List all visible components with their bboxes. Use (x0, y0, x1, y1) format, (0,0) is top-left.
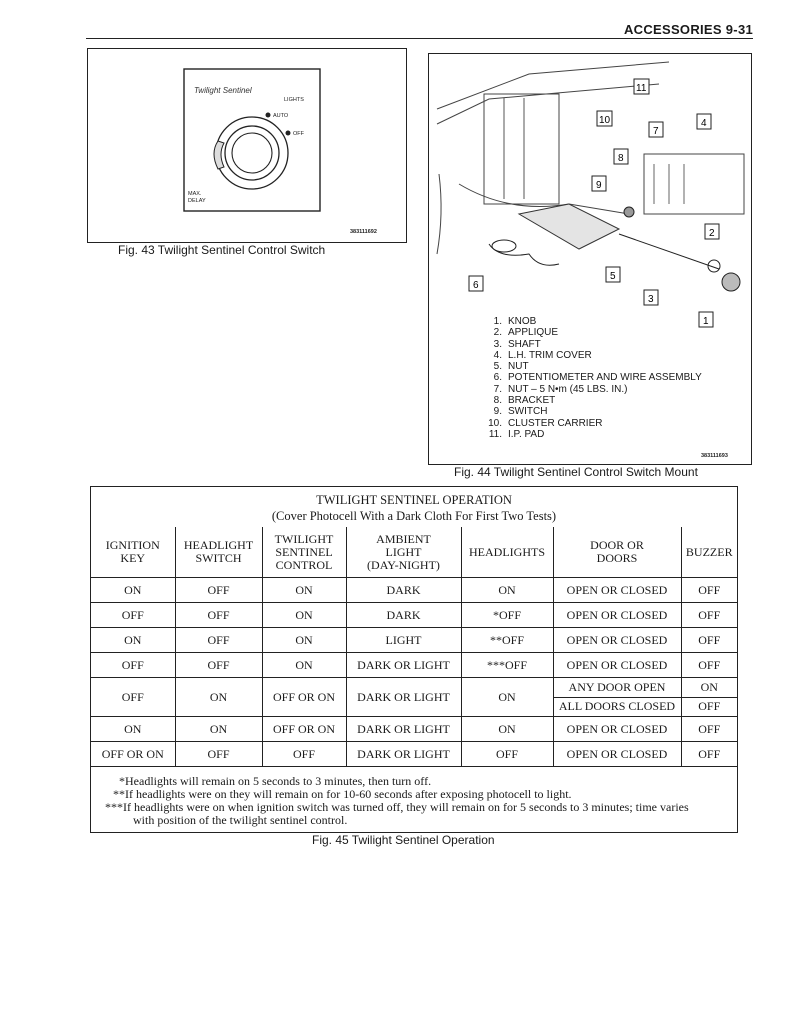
header-doors: DOOR OR DOORS (553, 527, 681, 578)
table-row (91, 717, 737, 742)
table-cell: DARK OR LIGHT (346, 653, 461, 678)
fig44-callout: 2 (709, 228, 715, 239)
table-header-row (91, 527, 737, 578)
table-title: TWILIGHT SENTINEL OPERATION (316, 493, 512, 507)
table-cell: OFF (461, 742, 553, 767)
legend-item: 3. SHAFT (493, 338, 541, 350)
header-ambient-light: AMBIENT LIGHT (DAY-NIGHT) (346, 527, 461, 578)
fig43-logo-text: Twilight Sentinel (194, 86, 252, 95)
table-row (91, 678, 737, 717)
table-row (91, 603, 737, 628)
table-cell: OFF (681, 717, 737, 742)
fig43-label-delay: DELAY (188, 198, 206, 204)
table-cell: OFF (681, 628, 737, 653)
header-rule (86, 38, 753, 39)
table-cell: ON (91, 628, 175, 653)
header-headlight-switch: HEADLIGHT SWITCH (175, 527, 262, 578)
table-cell: ON (262, 578, 346, 603)
page-header: ACCESSORIES 9-31 (623, 22, 753, 37)
legend-item: 8. BRACKET (493, 395, 556, 407)
table-cell: OFF OR ON (262, 678, 346, 717)
legend-item: 9. SWITCH (493, 406, 548, 418)
table-cell: OFF (175, 742, 262, 767)
table-row (91, 628, 737, 653)
table-cell: OFF (175, 628, 262, 653)
table-cell: OFF (91, 653, 175, 678)
table-cell: DARK OR LIGHT (346, 742, 461, 767)
table-row (91, 653, 737, 678)
table-cell: OFF (681, 742, 737, 767)
fig44-callout: 6 (473, 280, 479, 291)
fig44-callout: 11 (636, 83, 647, 94)
fig44-callout: 9 (596, 180, 602, 191)
table-row (91, 742, 737, 767)
fig44-code: 383111693 (701, 453, 728, 459)
legend-item: 2. APPLIQUE (493, 327, 559, 339)
operation-table (91, 527, 737, 767)
table-cell: ON (91, 578, 175, 603)
fig44-caption: Fig. 44 Twilight Sentinel Control Switch Mount (454, 465, 698, 479)
table-cell: DARK (346, 578, 461, 603)
table-cell: ***OFF (461, 653, 553, 678)
fig45-caption: Fig. 45 Twilight Sentinel Operation (312, 833, 495, 847)
table-cell: ON (175, 678, 262, 717)
fig43-code: 383111692 (350, 229, 377, 235)
table-cell: DARK (346, 603, 461, 628)
table-cell: DARK OR LIGHT (346, 678, 461, 717)
table-cell: OFF (175, 578, 262, 603)
table-cell: OFF (91, 603, 175, 628)
table-notes (91, 775, 737, 827)
table-subcell: ON (682, 678, 738, 698)
table-cell: DARK OR LIGHT (346, 717, 461, 742)
fig43-label-max: MAX. (188, 191, 202, 197)
table-cell: ON (461, 717, 553, 742)
table-cell: OPEN OR CLOSED (553, 578, 681, 603)
table-cell: OFF (175, 653, 262, 678)
table-cell: **OFF (461, 628, 553, 653)
table-cell: LIGHT (346, 628, 461, 653)
fig44-callout: 5 (610, 271, 616, 282)
table-cell-split (681, 678, 737, 717)
table-cell-split (553, 678, 681, 717)
fig44-callout: 1 (703, 316, 709, 327)
fig43-label-auto: AUTO (273, 113, 289, 119)
table-cell: OFF (175, 603, 262, 628)
header-headlights: HEADLIGHTS (461, 527, 553, 578)
table-cell: OPEN OR CLOSED (553, 717, 681, 742)
table-cell: ON (262, 653, 346, 678)
table-cell: OPEN OR CLOSED (553, 742, 681, 767)
table-cell: OFF (262, 742, 346, 767)
table-note: with position of the twilight sentinel control. (133, 813, 348, 827)
header-ignition-key: IGNITION KEY (91, 527, 175, 578)
table-cell: *OFF (461, 603, 553, 628)
table-subcell: OFF (698, 699, 721, 714)
table-cell: OPEN OR CLOSED (553, 603, 681, 628)
legend-item: 4. L.H. TRIM COVER (493, 349, 592, 361)
table-cell: ON (461, 678, 553, 717)
legend-item: 1. KNOB (493, 316, 537, 327)
fig43-caption: Fig. 43 Twilight Sentinel Control Switch (118, 243, 326, 257)
fig44-legend (480, 316, 702, 440)
table-note: ***If headlights were on when ignition switch was turned off, they will remain on for 5 seconds to 3 minutes; time varies (105, 800, 689, 814)
fig43-label-off: OFF (293, 131, 304, 137)
header-sentinel-control: TWILIGHT SENTINEL CONTROL (262, 527, 346, 578)
table-cell: OPEN OR CLOSED (553, 628, 681, 653)
table-cell: ON (262, 628, 346, 653)
table-row (91, 578, 737, 603)
operation-table-frame (90, 486, 738, 833)
legend-item: 5. NUT (493, 361, 529, 373)
fig43-switch-illustration (88, 49, 406, 242)
table-cell: ON (461, 578, 553, 603)
table-cell: ON (91, 717, 175, 742)
legend-item: 7. NUT – 5 N•m (45 LBS. IN.) (493, 383, 628, 395)
fig44-callout: 10 (599, 115, 611, 126)
table-cell: OFF (681, 603, 737, 628)
table-note: **If headlights were on they will remain on for 10-60 seconds after exposing photocell to light. (113, 787, 572, 801)
fig44-callout: 4 (701, 118, 707, 129)
legend-item: 11. I.P. PAD (488, 428, 545, 440)
table-cell: OFF OR ON (91, 742, 175, 767)
fig43-label-lights: LIGHTS (284, 97, 304, 103)
table-cell: ON (175, 717, 262, 742)
table-cell: OFF (681, 578, 737, 603)
table-cell: ON (262, 603, 346, 628)
table-subcell: ANY DOOR OPEN (554, 678, 681, 698)
fig44-callout: 8 (618, 153, 624, 164)
table-subtitle: (Cover Photocell With a Dark Cloth For First Two Tests) (271, 509, 557, 523)
legend-item: 10. CLUSTER CARRIER (488, 417, 603, 429)
header-buzzer: BUZZER (681, 527, 737, 578)
table-cell: OPEN OR CLOSED (553, 653, 681, 678)
legend-item: 6. POTENTIOMETER AND WIRE ASSEMBLY (493, 372, 702, 384)
table-cell: OFF OR ON (262, 717, 346, 742)
fig43-frame (87, 48, 407, 243)
table-cell: OFF (681, 653, 737, 678)
table-cell: OFF (91, 678, 175, 717)
fig44-callout: 3 (648, 294, 654, 305)
table-subcell: ALL DOORS CLOSED (558, 699, 676, 714)
table-note: *Headlights will remain on 5 seconds to 3 minutes, then turn off. (119, 774, 432, 788)
fig44-callout: 7 (653, 126, 659, 137)
